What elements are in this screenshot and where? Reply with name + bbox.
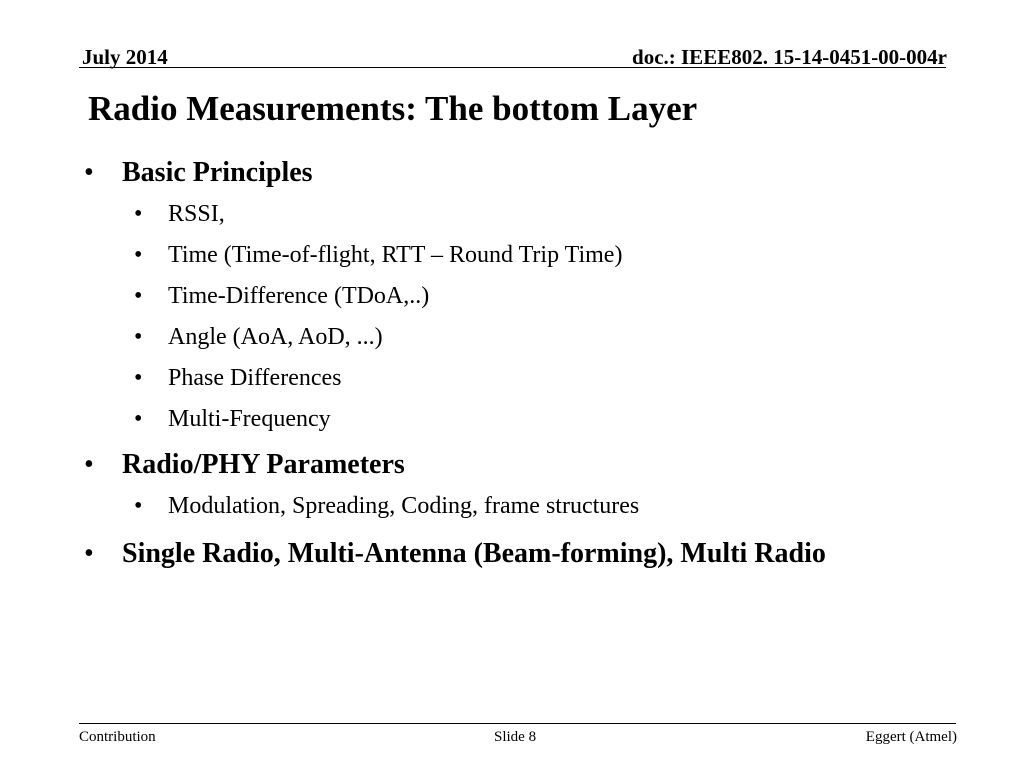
bullet-glyph: • bbox=[134, 406, 143, 432]
sub-bullet-item bbox=[84, 235, 904, 276]
sub-bullet-text: Time (Time-of-flight, RTT – Round Trip Time) bbox=[168, 242, 623, 268]
bullet-glyph: • bbox=[134, 242, 143, 268]
bullet-heading: Single Radio, Multi-Antenna (Beam-forming), Multi Radio bbox=[122, 538, 826, 569]
bullet-glyph: • bbox=[134, 365, 143, 391]
footer-slide-number: Slide 8 bbox=[494, 729, 537, 745]
bullet-section-basic-principles bbox=[84, 152, 904, 194]
sub-bullet-item bbox=[84, 194, 904, 235]
bullet-glyph: • bbox=[84, 449, 94, 480]
footer-author: Eggert (Atmel) bbox=[865, 729, 957, 745]
bullet-glyph: • bbox=[134, 201, 143, 227]
sub-bullet-item bbox=[84, 317, 904, 358]
header-date: July 2014 bbox=[82, 45, 168, 69]
bullet-glyph: • bbox=[84, 157, 94, 188]
sub-bullet-text: RSSI, bbox=[168, 201, 225, 227]
footer-contribution: Contribution bbox=[79, 729, 156, 745]
sub-bullet-text: Modulation, Spreading, Coding, frame structures bbox=[168, 493, 640, 519]
bullet-section-single-radio bbox=[84, 533, 904, 575]
bullet-glyph: • bbox=[134, 283, 143, 309]
bullet-section-radio-phy-parameters bbox=[84, 444, 904, 486]
bullet-glyph: • bbox=[84, 538, 94, 569]
sub-bullet-item bbox=[84, 276, 904, 317]
sub-bullet-item bbox=[84, 399, 904, 440]
sub-bullet-text: Multi-Frequency bbox=[168, 406, 331, 432]
sub-bullet-text: Angle (AoA, AoD, ...) bbox=[168, 324, 383, 350]
header-doc-id: doc.: IEEE802. 15-14-0451-00-004r bbox=[632, 45, 947, 69]
bullet-heading: Radio/PHY Parameters bbox=[122, 449, 405, 480]
sub-bullet-item bbox=[84, 486, 904, 527]
sub-bullet-text: Phase Differences bbox=[168, 365, 342, 391]
sub-bullet-text: Time-Difference (TDoA,..) bbox=[168, 283, 430, 309]
bullet-glyph: • bbox=[134, 324, 143, 350]
slide-title: Radio Measurements: The bottom Layer bbox=[88, 89, 698, 128]
sub-bullet-item bbox=[84, 358, 904, 399]
header-divider bbox=[79, 67, 946, 68]
bullet-heading: Basic Principles bbox=[122, 157, 313, 188]
slide-content bbox=[84, 152, 904, 575]
bullet-glyph: • bbox=[134, 493, 143, 519]
footer-divider bbox=[79, 723, 956, 724]
